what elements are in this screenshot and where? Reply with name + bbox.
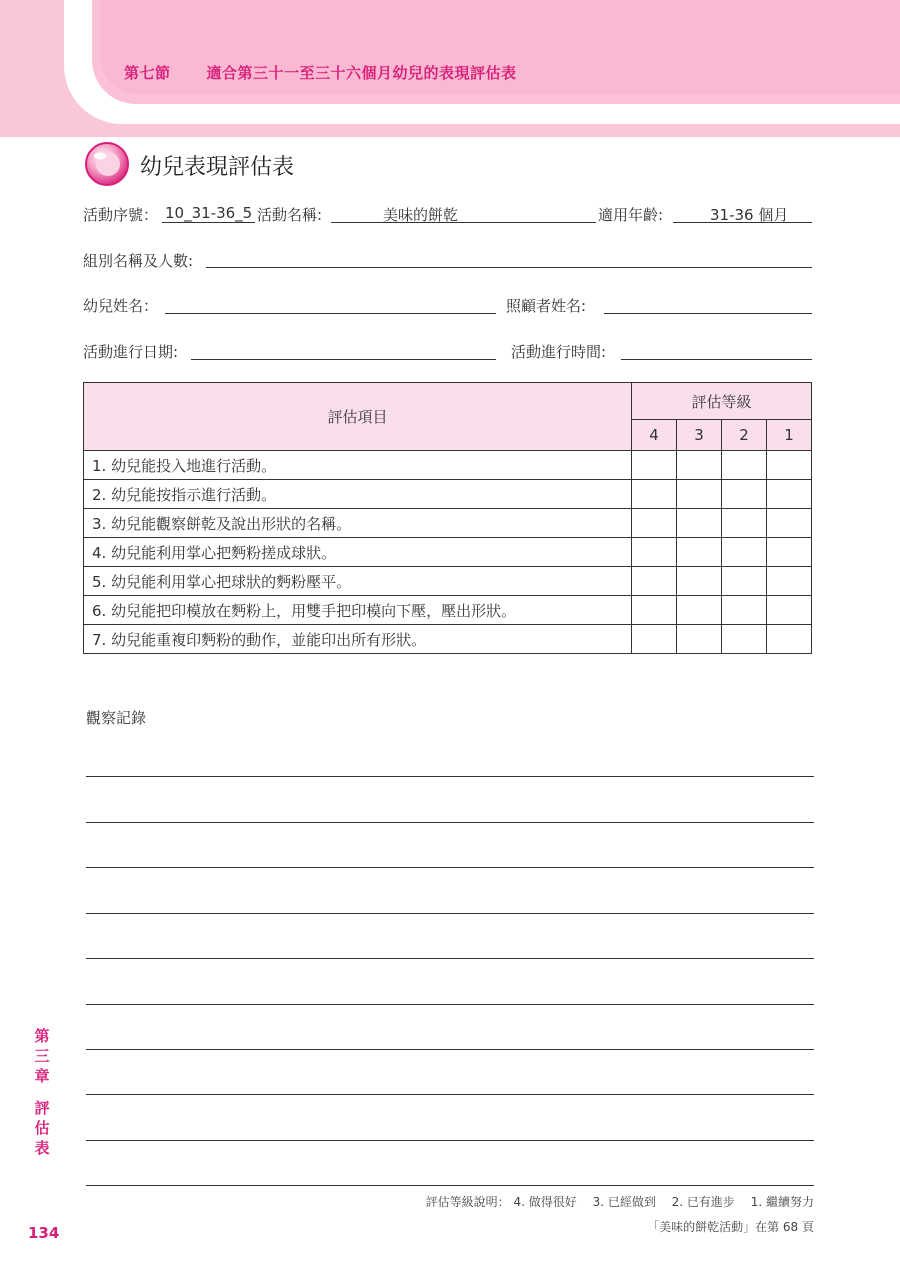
grade-cell[interactable] [767,538,812,567]
side-chapter-label [31,1026,53,1158]
table-row [84,596,812,625]
grade-cell[interactable] [722,451,767,480]
form-title: 幼兒表現評估表 [140,155,295,180]
grade-cell[interactable] [722,567,767,596]
observation-line[interactable] [86,958,814,959]
table-row [84,625,812,654]
grade-cell[interactable] [677,625,722,654]
observation-line[interactable] [86,1004,814,1005]
activity-name-value: 美味的餅乾 [383,206,459,224]
observation-line[interactable] [86,822,814,823]
grade-cell[interactable] [767,567,812,596]
grade-header: 評估等級 [632,383,812,420]
page-number: 134 [28,1224,60,1242]
observation-line[interactable] [86,1185,814,1186]
grade-legend: 評估等級說明： 4. 做得很好 3. 已經做到 2. 已有進步 1. 繼續努力 [425,1195,814,1209]
side-char: 估 [34,1119,50,1137]
observation-line[interactable] [86,776,814,777]
grade-cell[interactable] [722,509,767,538]
table-row [84,509,812,538]
section-title [124,62,517,83]
caregiver-line[interactable] [604,313,812,314]
grade-cell[interactable] [632,596,677,625]
observation-line[interactable] [86,867,814,868]
activity-reference: 「美味的餅乾活動」在第 68 頁 [647,1220,814,1234]
grade-cell[interactable] [632,451,677,480]
age-value: 31-36 個月 [710,206,789,224]
activity-name-label: 活動名稱: [257,206,323,224]
grade-cell[interactable] [677,509,722,538]
activity-no-value: 10_31-36_5 [165,204,253,222]
table-row [84,538,812,567]
observation-line[interactable] [86,1049,814,1050]
observation-line[interactable] [86,1094,814,1095]
section-number: 第七節 [124,64,171,82]
item-text: 3. 幼兒能觀察餅乾及說出形狀的名稱。 [84,509,632,538]
activity-no-line [162,222,255,223]
grade-cell[interactable] [767,480,812,509]
side-char: 表 [34,1139,50,1157]
activity-name-line [331,222,596,223]
grade-cell[interactable] [677,538,722,567]
grade-cell[interactable] [677,567,722,596]
section-heading: 適合第三十一至三十六個月幼兒的表現評估表 [206,64,517,82]
time-label: 活動進行時間: [511,343,607,361]
grade-cell[interactable] [767,509,812,538]
item-text: 6. 幼兒能把印模放在麪粉上，用雙手把印模向下壓，壓出形狀。 [84,596,632,625]
grade-cell[interactable] [677,451,722,480]
item-text: 7. 幼兒能重複印麪粉的動作，並能印出所有形狀。 [84,625,632,654]
grade-cell[interactable] [632,567,677,596]
child-name-line[interactable] [165,313,496,314]
side-char: 章 [34,1067,50,1085]
grade-1-header: 1 [767,420,812,451]
time-line[interactable] [621,359,812,360]
group-line[interactable] [206,267,812,268]
item-text: 5. 幼兒能利用掌心把球狀的麪粉壓平。 [84,567,632,596]
grade-cell[interactable] [632,480,677,509]
date-label: 活動進行日期: [83,343,179,361]
item-text: 1. 幼兒能投入地進行活動。 [84,451,632,480]
grade-cell[interactable] [722,625,767,654]
age-label: 適用年齡: [598,206,664,224]
item-header: 評估項目 [84,383,632,451]
observation-label: 觀察記錄 [86,709,147,727]
grade-4-header: 4 [632,420,677,451]
table-row [84,451,812,480]
grade-cell[interactable] [632,625,677,654]
grade-cell[interactable] [767,596,812,625]
evaluation-table [83,382,812,654]
item-text: 2. 幼兒能按指示進行活動。 [84,480,632,509]
table-row [84,480,812,509]
item-text: 4. 幼兒能利用掌心把麪粉搓成球狀。 [84,538,632,567]
grade-cell[interactable] [722,480,767,509]
grade-cell[interactable] [722,596,767,625]
side-char: 評 [34,1099,50,1117]
grade-cell[interactable] [632,538,677,567]
table-row [84,567,812,596]
side-char: 第 [34,1027,50,1045]
pink-bubble-icon [84,141,130,187]
grade-cell[interactable] [767,625,812,654]
grade-cell[interactable] [677,596,722,625]
child-name-label: 幼兒姓名： [83,297,159,315]
observation-line[interactable] [86,1140,814,1141]
grade-cell[interactable] [722,538,767,567]
grade-2-header: 2 [722,420,767,451]
observation-line[interactable] [86,913,814,914]
grade-3-header: 3 [677,420,722,451]
activity-no-label: 活動序號： [83,206,159,224]
grade-cell[interactable] [632,509,677,538]
grade-cell[interactable] [767,451,812,480]
grade-cell[interactable] [677,480,722,509]
date-line[interactable] [191,359,496,360]
caregiver-label: 照顧者姓名: [506,297,587,315]
side-char: 三 [34,1047,50,1065]
group-label: 組別名稱及人數: [83,252,194,270]
